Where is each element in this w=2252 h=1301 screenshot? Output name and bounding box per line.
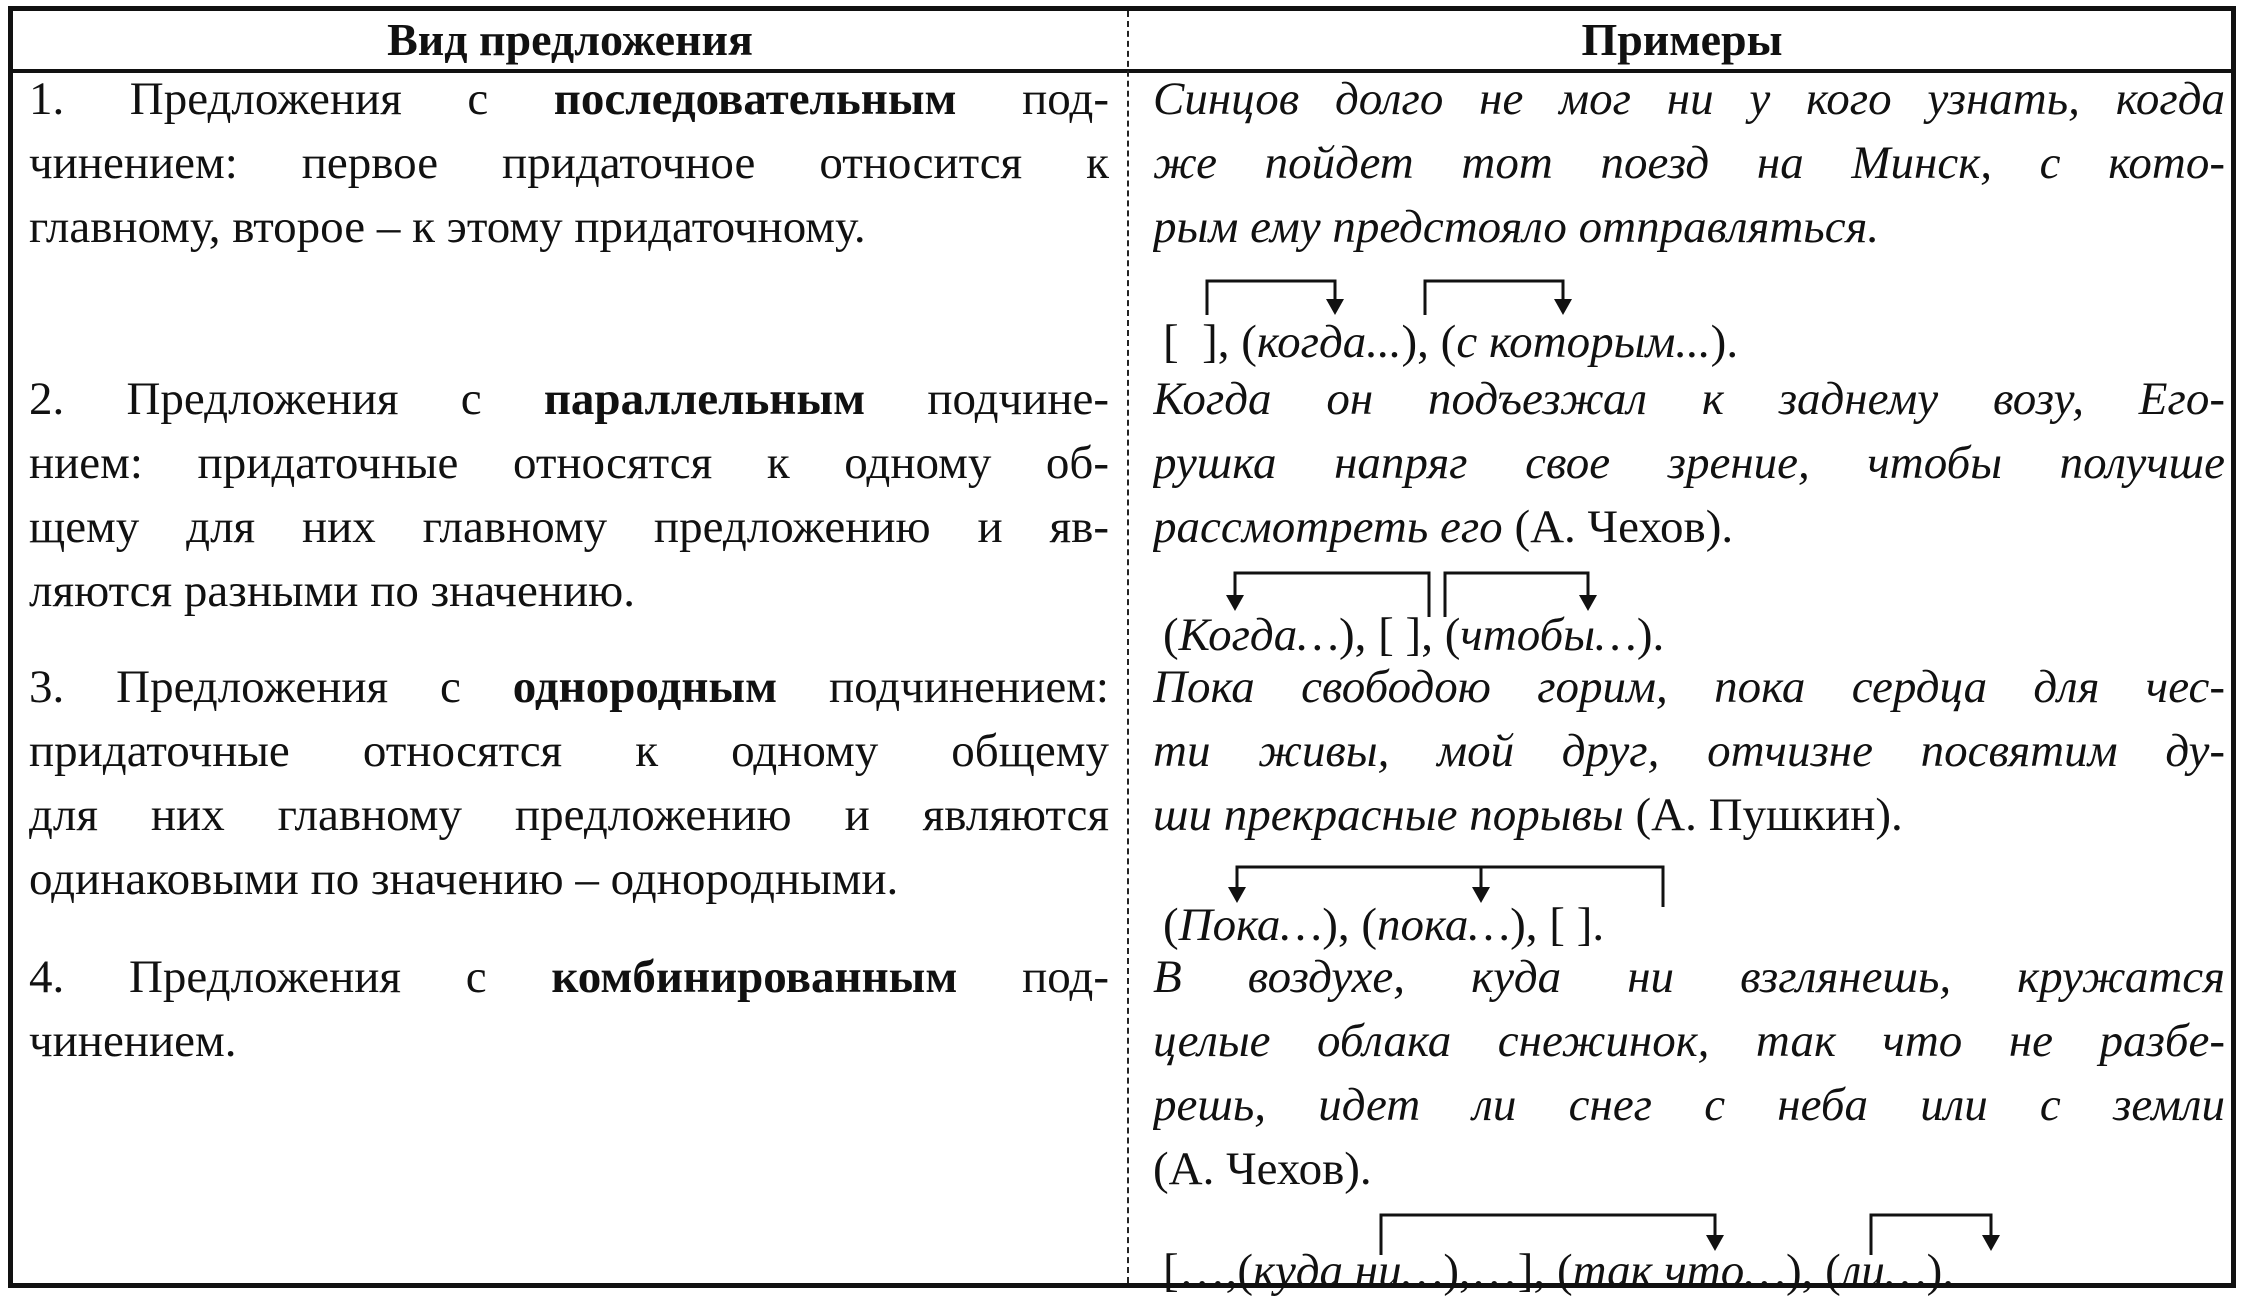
- row-3-type-line-2: придаточные относятся к одному общему: [29, 725, 1109, 777]
- row-2-example-line-2: рушка напряг свое зрение, чтобы получше: [1153, 437, 2225, 489]
- table-header: [13, 11, 2231, 73]
- row-2-scheme: (Когда…), [ ], (чтобы…).: [1163, 609, 1665, 661]
- column-divider: [1127, 11, 1129, 1283]
- syntax-table: [8, 6, 2236, 1297]
- header-sentence-type: Вид предложения: [387, 14, 753, 65]
- row-2-type: [29, 367, 1109, 623]
- row-1-example-line-1: Синцов долго не мог ни у кого узнать, когда: [1153, 73, 2225, 125]
- row-3-type: [29, 655, 1109, 911]
- row-3-example: [1153, 655, 2225, 847]
- header-examples: Примеры: [1581, 14, 1783, 65]
- row-2-example-line-3: рассмотреть его (А. Чехов).: [1153, 501, 1734, 553]
- row-3-example-line-2: ти живы, мой друг, отчизне посвятим ду-: [1153, 725, 2225, 777]
- row-1-example: [1153, 67, 2225, 259]
- row-3-example-line-1: Пока свободою горим, пока сердца для чес-: [1153, 661, 2225, 713]
- row-1-type-line-2: чинением: первое придаточное относится к: [29, 137, 1109, 189]
- row-3-type-line-3: для них главному предложению и являются: [29, 789, 1109, 841]
- row-1-scheme-arrows: [1163, 275, 1623, 315]
- row-3-type-line-1: 3. Предложения с однородным подчинением:: [29, 661, 1109, 713]
- row-1-type-line-3: главному, второе – к этому придаточному.: [29, 201, 866, 253]
- row-1-type-line-1: 1. Предложения с последовательным под-: [29, 73, 1109, 125]
- row-2-type-line-1: 2. Предложения с параллельным подчине-: [29, 373, 1109, 425]
- row-4-type-line-1: 4. Предложения с комбинированным под-: [29, 951, 1109, 1003]
- row-4-example-line-1: В воздухе, куда ни взглянешь, кружатся: [1153, 951, 2225, 1003]
- row-4-example-author: (А. Чехов).: [1153, 1143, 1372, 1195]
- row-4-example: [1153, 945, 2225, 1201]
- row-4-scheme: […,(куда ни…),…], (так что…), (ли…).: [1163, 1245, 1955, 1297]
- row-2-type-line-2: нием: придаточные относятся к одному об-: [29, 437, 1109, 489]
- row-4-type: [29, 945, 1109, 1073]
- row-2-type-line-3: щему для них главному предложению и яв-: [29, 501, 1109, 553]
- row-2-example: [1153, 367, 2225, 559]
- row-1-type: [29, 67, 1109, 259]
- row-3-type-line-4: одинаковыми по значению – однородными.: [29, 853, 899, 905]
- row-2-type-line-4: ляются разными по значению.: [29, 565, 635, 617]
- row-2-example-line-1: Когда он подъезжал к заднему возу, Его-: [1153, 373, 2225, 425]
- row-1-scheme: [ ], (когда...), (с которым...).: [1163, 316, 1739, 368]
- row-4-type-line-2: чинением.: [29, 1015, 237, 1067]
- row-4-example-line-2: целые облака снежинок, так что не разбе-: [1153, 1015, 2225, 1067]
- row-1-example-line-3: рым ему предстояло отправляться.: [1153, 201, 1880, 253]
- row-1-example-line-2: же пойдет тот поезд на Минск, с кото-: [1153, 137, 2225, 189]
- row-3-example-line-3: ши прекрасные порывы (А. Пушкин).: [1153, 789, 1903, 841]
- row-4-example-line-3: решь, идет ли снег с неба или с земли: [1153, 1079, 2225, 1131]
- row-3-scheme: (Пока…), (пока…), [ ].: [1163, 899, 1605, 951]
